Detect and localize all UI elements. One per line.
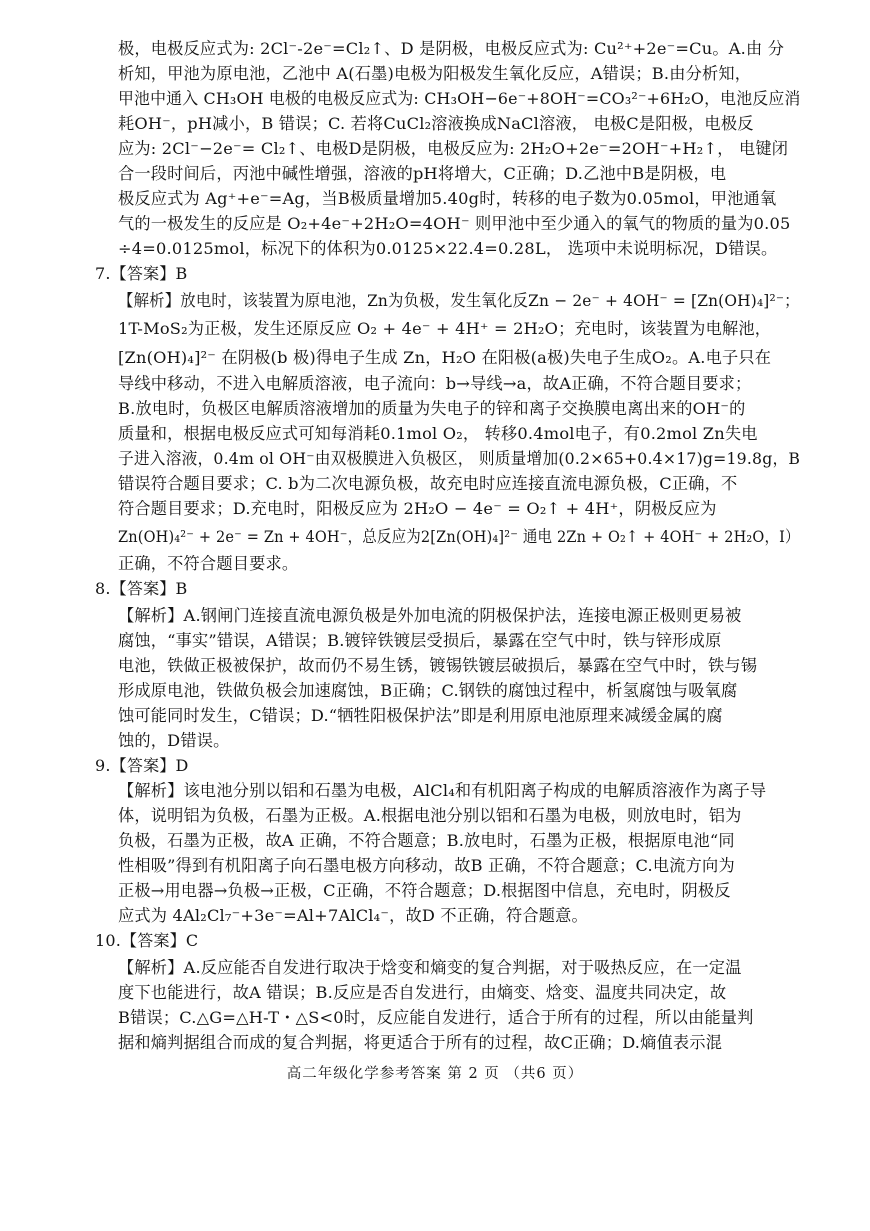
text-line: 应为: 2Cl⁻−2e⁻= Cl₂↑、电极D是阴极，电极反应为: 2H₂O+2e⁻=2OH⁻+H₂↑， 电键闭: [118, 139, 789, 158]
text-line: Zn(OH)₄²⁻ + 2e⁻ = Zn + 4OH⁻，总反应为2[Zn(OH)₄]²⁻ 通电 2Zn + O₂↑ + 4OH⁻ + 2H₂O，I）: [118, 527, 800, 546]
text-line: 符合题目要求；D.充电时，阳极反应为 2H₂O − 4e⁻ = O₂↑ + 4H⁺，阴极反应为: [118, 499, 717, 518]
text-line: 极反应式为 Ag⁺+e⁻=Ag，当B极质量增加5.40g时，转移的电子数为0.05mol，甲池通氧: [118, 189, 777, 208]
text-line: 合一段时间后，丙池中碱性增强，溶液的pH将增大，C正确；D.乙池中B是阴极，电: [118, 164, 727, 183]
text-line: 质量和，根据电极反应式可知每消耗0.1mol O₂， 转移0.4mol电子，有0.2mol Zn失电: [118, 424, 758, 443]
text-line: 错误符合题目要求；C. b为二次电源负极，故充电时应连接直流电源负极，C正确，不: [118, 474, 738, 493]
text-line: 子进入溶液，0.4m ol OH⁻由双极膜进入负极区， 则质量增加(0.2×65+0.4×17)g=19.8g，B: [118, 449, 801, 468]
text-line: 正极→用电器→负极→正极，C正确，不符合题意；D.根据图中信息，充电时，阴极反: [118, 881, 731, 900]
text-line: 导线中移动，不进入电解质溶液，电子流向：b→导线→a，故A正确，不符合题目要求；: [118, 374, 752, 393]
answer-heading-10: 10.【答案】C: [95, 931, 199, 950]
text-line: B.放电时，负极区电解质溶液增加的质量为失电子的锌和离子交换膜电离出来的OH⁻的: [118, 399, 746, 418]
text-line: 度下也能进行，故A 错误；B.反应是否自发进行，由熵变、焓变、温度共同决定，故: [118, 983, 727, 1002]
text-line: 负极，石墨为正极，故A 正确，不符合题意；B.放电时，石墨为正极，根据原电池“同: [118, 831, 735, 850]
text-line: 电池，铁做正极被保护，故而仍不易生锈，镀锡铁镀层破损后，暴露在空气中时，铁与锡: [118, 656, 758, 675]
text-line: 腐蚀，“事实”错误，A错误；B.镀锌铁镀层受损后，暴露在空气中时，铁与锌形成原: [118, 631, 722, 650]
text-line: 析知，甲池为原电池，乙池中 A(石墨)电极为阳极发生氧化反应，A错误；B.由分析知，: [118, 64, 752, 83]
text-line: 1T-MoS₂为正极，发生还原反应 O₂ + 4e⁻ + 4H⁺ = 2H₂O；充电时，该装置为电解池，: [118, 319, 772, 338]
text-line: 甲池中通入 CH₃OH 电极的电极反应式为: CH₃OH−6e⁻+8OH⁻=CO₃²⁻+6H₂O，电池反应消: [118, 89, 801, 108]
text-line: 体，说明铝为负极，石墨为正极。A.根据电池分别以铝和石墨为电极，则放电时，铝为: [118, 806, 742, 825]
text-line: 【解析】A.反应能否自发进行取决于焓变和熵变的复合判据，对于吸热反应，在一定温: [118, 958, 742, 977]
text-line: 形成原电池，铁做负极会加速腐蚀，B正确；C.钢铁的腐蚀过程中，析氢腐蚀与吸氧腐: [118, 681, 738, 700]
text-line: 蚀的，D错误。: [118, 731, 230, 750]
answer-heading-7: 7.【答案】B: [95, 264, 188, 283]
text-line: 【解析】该电池分别以铝和石墨为电极，AlCl₄和有机阳离子构成的电解质溶液作为离子导: [118, 781, 767, 800]
text-line: 极，电极反应式为: 2Cl⁻-2e⁻=Cl₂↑、D 是阴极，电极反应式为: Cu²⁺+2e⁻=Cu。A.由 分: [118, 39, 785, 58]
text-line: ÷4=0.0125mol，标况下的体积为0.0125×22.4=0.28L， 选项中未说明标况，D错误。: [118, 239, 778, 258]
text-line: B错误；C.△G=△H-T・△S<0时，反应能自发进行，适合于所有的过程，所以由能量判: [118, 1008, 754, 1027]
text-line: 性相吸”得到有机阳离子向石墨电极方向移动，故B 正确，不符合题意；C.电流方向为: [118, 856, 735, 875]
text-line: 正确，不符合题目要求。: [118, 554, 299, 573]
text-line: 气的一极发生的反应是 O₂+4e⁻+2H₂O=4OH⁻ 则甲池中至少通入的氧气的物质的量为0.05: [118, 214, 791, 233]
text-line: 应式为 4Al₂Cl₇⁻+3e⁻=Al+7AlCl₄⁻，故D 不正确，符合题意。: [118, 906, 588, 925]
text-line: 蚀可能同时发生，C错误；D.“牺牲阳极保护法”即是利用原电池原理来减缓金属的腐: [118, 706, 723, 725]
answer-heading-8: 8.【答案】B: [95, 579, 188, 598]
text-line: 耗OH⁻，pH减小，B 错误；C. 若将CuCl₂溶液换成NaCl溶液， 电极C是阳极，电极反: [118, 114, 754, 133]
text-line: 【解析】A.钢闸门连接直流电源负极是外加电流的阴极保护法，连接电源正极则更易被: [118, 606, 742, 625]
text-line: 据和熵判据组合而成的复合判据，将更适合于所有的过程，故C正确；D.熵值表示混: [118, 1033, 723, 1052]
text-line: 【解析】放电时，该装置为原电池，Zn为负极，发生氧化反Zn − 2e⁻ + 4OH⁻ = [Zn(OH)₄]²⁻；: [118, 291, 800, 310]
text-line: [Zn(OH)₄]²⁻ 在阴极(b 极)得电子生成 Zn，H₂O 在阳极(a极)失电子生成O₂。A.电子只在: [118, 348, 772, 367]
page-footer: 高二年级化学参考答案 第 2 页 （共6 页）: [286, 1066, 584, 1082]
answer-heading-9: 9.【答案】D: [95, 756, 189, 775]
